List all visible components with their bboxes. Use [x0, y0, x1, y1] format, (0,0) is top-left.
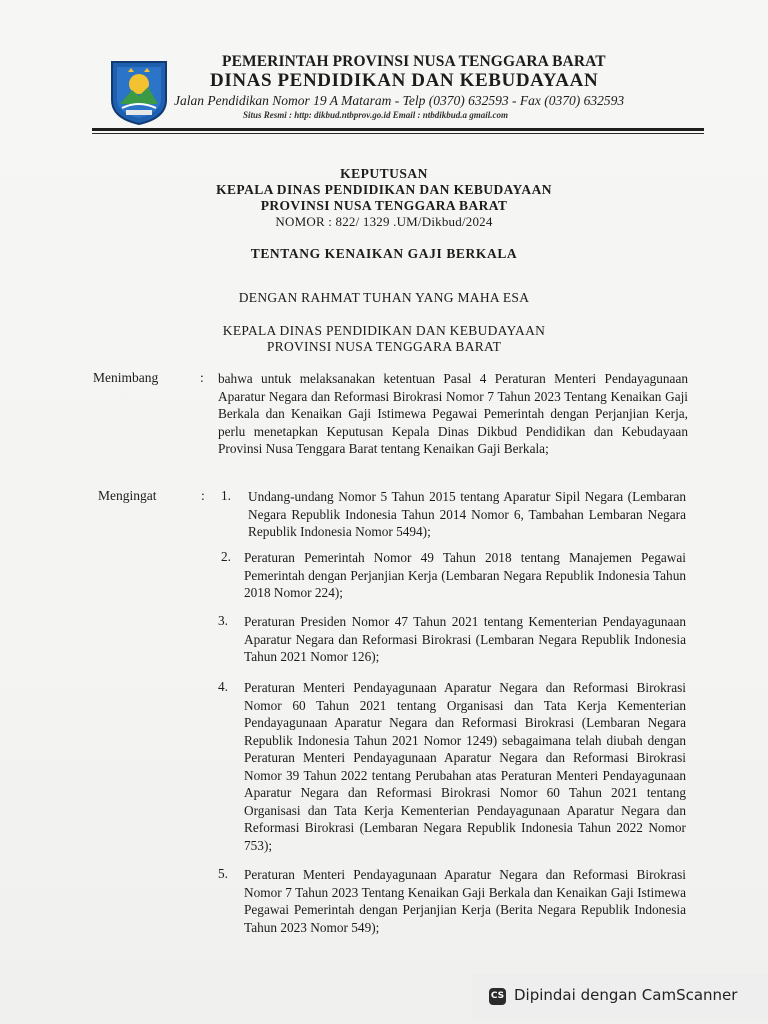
- letterhead-government-name: PEMERINTAH PROVINSI NUSA TENGGARA BARAT: [222, 53, 606, 70]
- mengingat-colon: :: [201, 488, 205, 503]
- letterhead-divider-thin: [92, 133, 704, 134]
- issuer-province-heading: PROVINSI NUSA TENGGARA BARAT: [260, 198, 508, 213]
- letterhead-web-email: Situs Resmi : http: dikbud.ntbprov.go.id Email : ntbdikbud.a gmail.com: [243, 110, 508, 120]
- menimbang-colon: :: [200, 370, 204, 385]
- menimbang-label: Menimbang: [93, 370, 159, 385]
- list-item-number: 4.: [218, 679, 228, 694]
- issuer-heading: KEPALA DINAS PENDIDIKAN DAN KEBUDAYAAN: [216, 182, 552, 197]
- list-item-number: 1.: [221, 488, 231, 503]
- authority-heading: KEPALA DINAS PENDIDIKAN DAN KEBUDAYAAN: [222, 323, 546, 338]
- list-item-text: Peraturan Menteri Pendayagunaan Aparatur Negara dan Reformasi Birokrasi Nomor 60 Tahun 2021 tentang Organisasi dan Tata Kerja Kementerian Pendayagunaan Aparatur Negara dan Reformasi Birokrasi (Lembaran Negara Republik Indonesia Tahun 2021 Nomor 1249) sebagaimana telah diubah dengan Peraturan Menteri Pendayagunaan Aparatur Negara dan Reformasi Birokrasi Nomor 39 Tahun 2022 tentang Perubahan atas Peraturan Menteri Pendayagunaan Aparatur Negara dan Reformasi Birokrasi Nomor 60 Tahun 2021 tentang Organisasi dan Tata Kerja Kementerian Pendayagunaan Aparatur Negara dan Reformasi Birokrasi (Lembaran Negara Republik Indonesia Tahun 2022 Nomor 753);: [244, 680, 686, 853]
- invocation-line: DENGAN RAHMAT TUHAN YANG MAHA ESA: [238, 290, 530, 305]
- list-item-text: Peraturan Pemerintah Nomor 49 Tahun 2018 tentang Manajemen Pegawai Pemerintah dengan Perjanjian Kerja (Lembaran Negara Republik Indonesia Tahun 2018 Nomor 224);: [244, 550, 686, 600]
- list-item-number: 2.: [221, 549, 231, 564]
- decree-number: NOMOR : 822/ 1329 .UM/Dikbud/2024: [275, 214, 493, 229]
- list-item-number: 3.: [218, 613, 228, 628]
- authority-province-heading: PROVINSI NUSA TENGGARA BARAT: [266, 339, 502, 354]
- ntb-province-emblem-icon: [108, 60, 170, 126]
- camscanner-logo-icon: CS: [489, 988, 506, 1005]
- letterhead-divider-thick: [92, 128, 704, 131]
- list-item-number: 5.: [218, 866, 228, 881]
- mengingat-label: Mengingat: [98, 488, 157, 503]
- letterhead-address: Jalan Pendidikan Nomor 19 A Mataram - Telp (0370) 632593 - Fax (0370) 632593: [174, 93, 625, 108]
- letterhead-office-name: DINAS PENDIDIKAN DAN KEBUDAYAAN: [210, 70, 599, 91]
- list-item-text: Peraturan Presiden Nomor 47 Tahun 2021 tentang Kementerian Pendayagunaan Aparatur Negara dan Reformasi Birokrasi (Lembaran Negara Republik Indonesia Tahun 2021 Nomor 126);: [244, 614, 686, 664]
- camscanner-watermark-text: Dipindai dengan CamScanner: [514, 986, 738, 1004]
- decree-subject: TENTANG KENAIKAN GAJI BERKALA: [250, 246, 518, 261]
- menimbang-text: bahwa untuk melaksanakan ketentuan Pasal 4 Peraturan Menteri Pendayagunaan Aparatur Negara dan Reformasi Birokrasi Nomor 7 Tahun 2023 Tentang Kenaikan Gaji Berkala dan Kenaikan Gaji Istimewa Pegawai Pemerintah dengan Perjanjian Kerja, perlu menetapkan Keputusan Kepala Dinas Dikbud Pendidikan dan Kebudayaan Provinsi Nusa Tenggara Barat tentang Kenaikan Gaji Berkala;: [218, 371, 688, 456]
- list-item-text: Undang-undang Nomor 5 Tahun 2015 tentang Aparatur Sipil Negara (Lembaran Negara Republik Indonesia Tahun 2014 Nomor 6, Tambahan Lembaran Negara Republik Indonesia Nomor 5494);: [248, 489, 686, 539]
- document-type-heading: KEPUTUSAN: [340, 166, 428, 181]
- list-item-text: Peraturan Menteri Pendayagunaan Aparatur Negara dan Reformasi Birokrasi Nomor 7 Tahun 2023 Tentang Kenaikan Gaji Berkala dan Kenaikan Gaji Istimewa Pegawai Pemerintah dengan Perjanjian Kerja (Berita Negara Republik Indonesia Tahun 2023 Nomor 549);: [244, 867, 686, 935]
